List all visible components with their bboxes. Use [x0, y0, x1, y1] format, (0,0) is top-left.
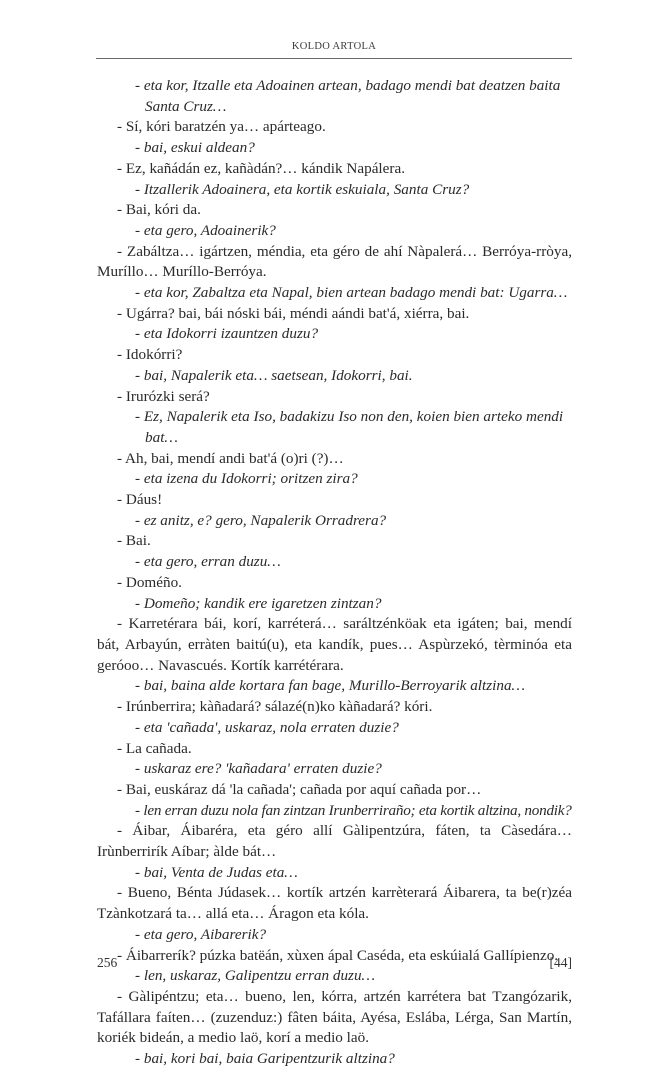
answer-line: - Bai, kóri da. [117, 201, 201, 219]
question-line: - ez anitz, e? gero, Napalerik Orradrera? [135, 511, 387, 529]
question-line: - uskaraz ere? 'kañadara' erraten duzie? [135, 760, 382, 778]
question-line: - eta 'cañada', uskaraz, nola erraten duzie? [135, 718, 399, 736]
question-line: - len, uskaraz, Galipentzu erran duzu… [135, 967, 376, 985]
answer-line: - Idokórri? [117, 346, 183, 364]
interview-transcript [97, 76, 572, 1070]
answer-line: - Doméño. [117, 573, 182, 591]
page-number: 256 [97, 955, 118, 970]
answer-line: - La cañada. [117, 739, 192, 757]
question-line: - Ez, Napalerik eta Iso, badakizu Iso non den, koien bien arteko mendi bat… [135, 408, 564, 446]
answer-line: - Irúnberrira; kàñadará? sálazé(n)ko kàñadará? kóri. [117, 698, 433, 716]
question-line: - eta kor, Itzalle eta Adoainen artean, badago mendi bat deatzen baita Santa Cruz… [135, 77, 561, 115]
answer-line: - Bai. [117, 532, 151, 550]
question-line: - len erran duzu nola fan zintzan Irunberriraño; eta kortik altzina, nondik? [135, 801, 572, 819]
question-line: - eta Idokorri izauntzen duzu? [135, 325, 319, 343]
question-line: - eta kor, Zabaltza eta Napal, bien artean badago mendi bat: Ugarra… [135, 284, 568, 302]
answer-line: - Dáus! [117, 491, 163, 509]
header-rule [96, 58, 572, 59]
answer-paragraph: - Gàlipéntzu; eta… bueno, len, kórra, artzén karrétera bat Tzangózarik, Tafállara faíten… (zuzenduz:) fâten báita, Ayésa, Eslába, Lérga, San Martín, koriék bideán, a medio laö, korí a medio laö. [97, 987, 572, 1047]
question-line: - bai, eskui aldean? [135, 139, 255, 157]
question-line: - bai, baina alde kortara fan bage, Murillo-Berroyarik altzina… [135, 677, 526, 695]
answer-paragraph: - Zabáltza… igártzen, méndia, eta géro de ahí Nàpalerá… Berróya-rròya, Muríllo… Muríllo-Berróya. [97, 242, 572, 281]
question-line: - eta izena du Idokorri; oritzen zira? [135, 470, 358, 488]
question-line: - eta gero, Adoainerik? [135, 221, 276, 239]
question-line: - Domeño; kandik ere igaretzen zintzan? [135, 594, 382, 612]
answer-line: - Sí, kóri baratzén ya… apárteago. [117, 118, 326, 136]
answer-line: - Bai, euskáraz dá 'la cañada'; cañada por aquí cañada por… [117, 780, 482, 798]
answer-paragraph: - Karretérara bái, korí, karréterá… saráltzénköak eta igáten; bai, mendí bát, Arbayún, erràten baitú(u), eta kandík, pues… Aspùrzekó, tèrminóa eta geróoo… Navascués. Kortík karrétérara. [97, 615, 572, 674]
answer-line: - Ugárra? bai, bái nóski bái, méndi aándi bat'á, xiérra, bai. [117, 304, 470, 322]
answer-paragraph: - Áibar, Áibaréra, eta géro allí Gàlipentzúra, fáten, ta Càsedára… Irùnberrirík Aíbar; àlde bát… [97, 822, 572, 861]
bracket-page-number: [44] [549, 955, 572, 970]
answer-line: - Áibarrerík? púzka batëán, xùxen ápal Caséda, eta eskúialá Gallípienzo. [117, 946, 559, 964]
answer-line: - Irurózki será? [117, 387, 210, 405]
running-header: KOLDO ARTOLA [291, 41, 377, 52]
answer-line: - Ez, kañádán ez, kañàdán?… kándik Napálera. [117, 159, 405, 177]
question-line: - eta gero, erran duzu… [135, 553, 281, 571]
question-line: - bai, Venta de Judas eta… [135, 863, 298, 881]
question-line: - Itzallerik Adoainera, eta kortik eskuiala, Santa Cruz? [135, 180, 470, 198]
answer-line: - Ah, bai, mendí andi bat'á (o)ri (?)… [117, 449, 344, 467]
question-line: - eta gero, Aibarerik? [135, 925, 267, 943]
question-line: - bai, Napalerik eta… saetsean, Idokorri, bai. [135, 366, 413, 384]
question-line: - bai, kori bai, baia Garipentzurik altzina? [135, 1050, 395, 1068]
answer-paragraph: - Bueno, Bénta Júdasek… kortík artzén karrèterará Áibarera, ta be(r)zéa Tzànkotzará ta… allá eta… Áragon eta kóla. [97, 884, 572, 923]
